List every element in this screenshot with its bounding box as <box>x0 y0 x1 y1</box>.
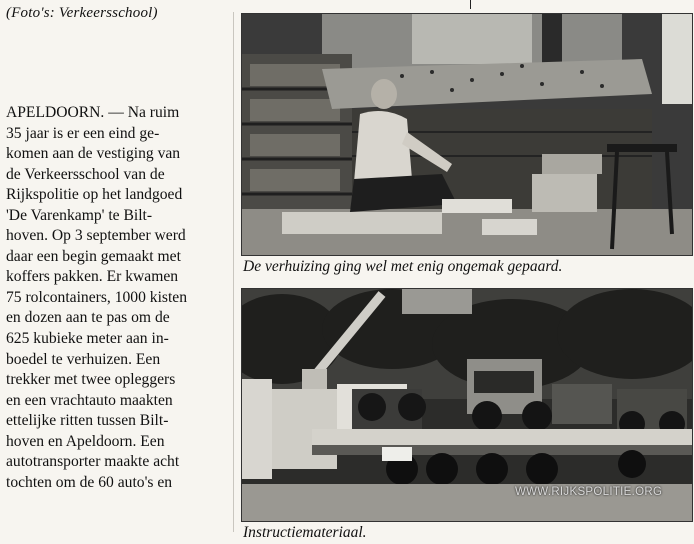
article-line: koffers pakken. Er kwamen <box>6 268 179 286</box>
article-line: komen aan de vestiging van <box>6 145 181 163</box>
photo-credit: (Foto's: Verkeersschool) <box>6 5 158 21</box>
article-line: 625 kubieke meter aan in- <box>6 330 169 348</box>
article-line: tochten om de 60 auto's en <box>6 473 173 491</box>
article-line: 'De Varenkamp' te Bilt- <box>6 206 153 224</box>
article-line: 35 jaar is er een eind ge- <box>6 124 160 142</box>
article-line: boedel te verhuizen. Een <box>6 350 161 368</box>
article-line: hoven. Op 3 september werd <box>6 227 186 245</box>
column-divider <box>233 12 234 532</box>
article-line: APELDOORN. — Na ruim <box>6 104 180 121</box>
article-line: de Verkeersschool van de <box>6 165 165 183</box>
article-text <box>6 103 228 493</box>
caption-top-photo: De verhuizing ging wel met enig ongemak gepaard. <box>243 258 563 275</box>
article-line: en dozen aan te pas om de <box>6 309 170 327</box>
article-line: 75 rolcontainers, 1000 kisten <box>6 288 188 306</box>
article-line: hoven en Apeldoorn. Een <box>6 432 165 450</box>
article-line: ettelijke ritten tussen Bilt- <box>6 412 169 430</box>
crop-mark <box>470 0 471 9</box>
article-line: en een vrachtauto maakten <box>6 391 173 409</box>
photo-moving-office-illustration <box>242 14 692 255</box>
article-line: autotransporter maakte acht <box>6 453 180 471</box>
article-line: daar een begin gemaakt met <box>6 247 181 265</box>
watermark-text: WWW.RIJKSPOLITIE.ORG <box>515 486 663 498</box>
article-line: Rijkspolitie op het landgoed <box>6 186 183 204</box>
caption-bottom-photo: Instructiemateriaal. <box>243 524 367 541</box>
photo-moving-office <box>241 13 693 256</box>
article-line: trekker met twee opleggers <box>6 371 176 389</box>
